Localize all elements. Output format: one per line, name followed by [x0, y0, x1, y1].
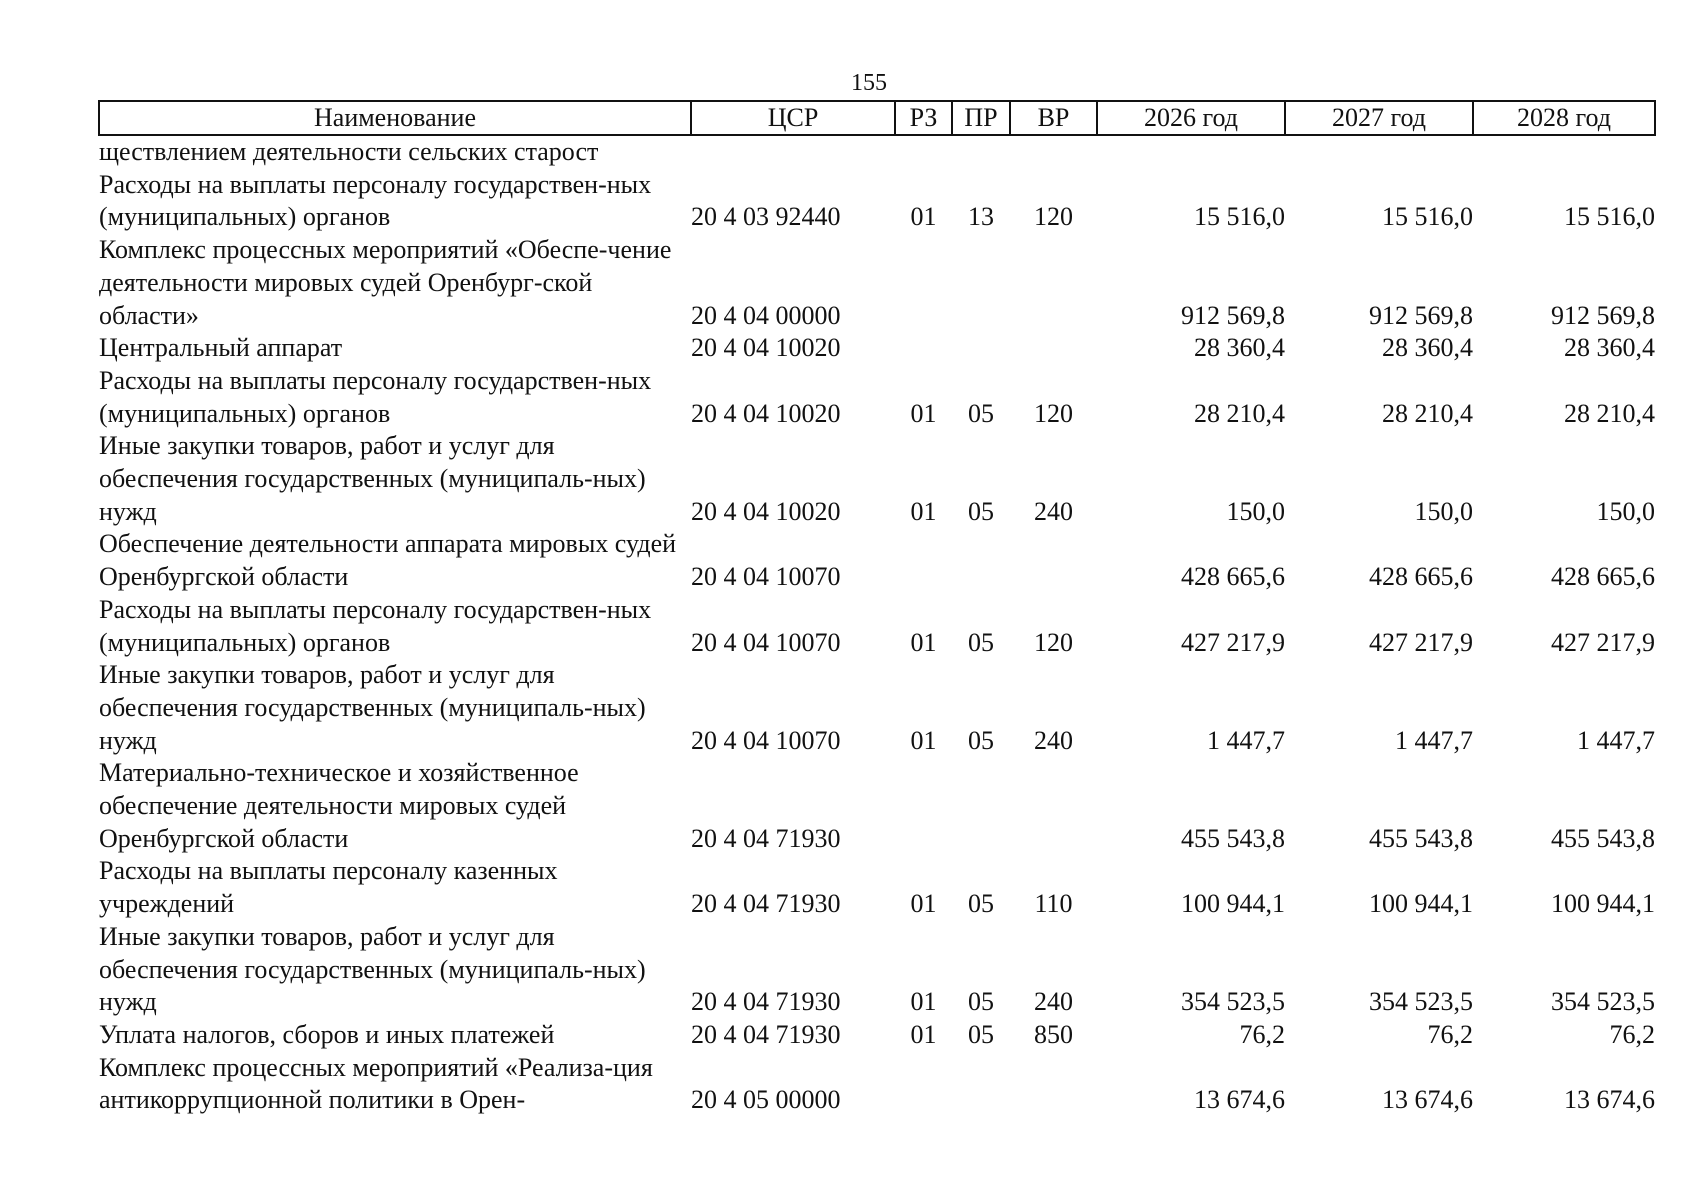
table-body: [99, 135, 1655, 1117]
cell-2027: [1285, 135, 1473, 169]
cell-csr: 20 4 04 10070: [691, 562, 841, 592]
table-row: [99, 1019, 1655, 1052]
cell-2028: [1473, 135, 1655, 169]
header-vr: ВР: [1010, 101, 1097, 135]
cell-name: Расходы на выплаты персоналу государствен-ных (муниципальных) органов: [99, 594, 652, 657]
header-2027: 2027 год: [1285, 101, 1473, 135]
cell-name: Комплекс процессных мероприятий «Реализа-ция антикоррупционной политики в Орен-: [99, 1052, 653, 1115]
cell-2027: 28 360,4: [1382, 333, 1473, 363]
cell-2028: 354 523,5: [1551, 987, 1655, 1017]
cell-name: Иные закупки товаров, работ и услуг для обеспечения государственных (муниципаль-ных) нужд: [99, 921, 646, 1017]
cell-2027: 28 210,4: [1382, 398, 1473, 428]
cell-pr: 05: [968, 725, 994, 755]
cell-name: Обеспечение деятельности аппарата мировых судей Оренбургской области: [99, 529, 677, 592]
cell-pr: [952, 135, 1010, 169]
cell-rz: 01: [910, 398, 937, 428]
cell-rz: [895, 757, 952, 855]
cell-csr: 20 4 03 92440: [691, 202, 841, 232]
table-row: [99, 757, 1655, 855]
table-row: [99, 855, 1655, 920]
cell-2026: 455 543,8: [1181, 823, 1285, 853]
cell-2028: 1 447,7: [1577, 725, 1655, 755]
cell-name: Расходы на выплаты персоналу государствен-ных (муниципальных) органов: [99, 169, 652, 232]
cell-pr: [952, 757, 1010, 855]
cell-2028: 427 217,9: [1551, 627, 1655, 657]
table-row: [99, 332, 1655, 365]
cell-csr: 20 4 04 10020: [691, 398, 841, 428]
cell-csr: 20 4 05 00000: [691, 1085, 841, 1115]
cell-2026: 100 944,1: [1181, 889, 1285, 919]
cell-2026: 28 360,4: [1194, 333, 1285, 363]
header-2026: 2026 год: [1097, 101, 1285, 135]
header-rz: РЗ: [895, 101, 952, 135]
table-row: [99, 135, 1655, 169]
cell-2026: 1 447,7: [1207, 725, 1285, 755]
table-row: [99, 921, 1655, 1019]
table-header: [99, 101, 1655, 135]
cell-name: Материально-техническое и хозяйственное обеспечение деятельности мировых судей Оренбургской области: [99, 758, 579, 853]
cell-pr: [952, 1052, 1010, 1117]
cell-vr: [1010, 757, 1097, 855]
cell-vr: [1010, 528, 1097, 593]
cell-2028: 28 360,4: [1564, 333, 1655, 363]
cell-pr: 05: [968, 627, 994, 657]
cell-2026: 13 674,6: [1194, 1085, 1285, 1115]
header-2028: 2028 год: [1473, 101, 1655, 135]
cell-2027: 455 543,8: [1369, 823, 1473, 853]
header-name: Наименование: [99, 101, 691, 135]
cell-vr: 110: [1034, 889, 1073, 919]
cell-2028: 76,2: [1609, 1019, 1655, 1049]
cell-2026: 912 569,8: [1181, 300, 1285, 330]
cell-2028: 150,0: [1596, 496, 1655, 526]
cell-csr: 20 4 04 10020: [691, 333, 841, 363]
cell-pr: 05: [968, 496, 994, 526]
cell-pr: [952, 528, 1010, 593]
cell-pr: 05: [968, 398, 994, 428]
cell-rz: [895, 528, 952, 593]
cell-2027: 354 523,5: [1369, 987, 1473, 1017]
cell-2026: 428 665,6: [1181, 562, 1285, 592]
cell-csr: 20 4 04 00000: [691, 300, 841, 330]
cell-2027: 150,0: [1414, 496, 1473, 526]
cell-rz: [895, 135, 952, 169]
table-row: [99, 1052, 1655, 1117]
cell-vr: 120: [1034, 627, 1073, 657]
cell-2026: 150,0: [1226, 496, 1285, 526]
cell-pr: [952, 332, 1010, 365]
table-row: [99, 659, 1655, 757]
cell-rz: [895, 332, 952, 365]
cell-csr: 20 4 04 71930: [691, 1019, 841, 1049]
table-row: [99, 528, 1655, 593]
table-row: [99, 169, 1655, 234]
table-row: [99, 430, 1655, 528]
cell-name: Иные закупки товаров, работ и услуг для обеспечения государственных (муниципаль-ных) нужд: [99, 660, 646, 755]
cell-2028: 912 569,8: [1551, 300, 1655, 330]
cell-csr: 20 4 04 10020: [691, 496, 841, 526]
cell-csr: [691, 135, 895, 169]
cell-2028: 100 944,1: [1551, 889, 1655, 919]
cell-2027: 1 447,7: [1395, 725, 1473, 755]
cell-2027: 427 217,9: [1369, 627, 1473, 657]
cell-name: Комплекс процессных мероприятий «Обеспе-чение деятельности мировых судей Оренбург-ской области»: [99, 235, 672, 330]
cell-vr: 120: [1034, 202, 1073, 232]
cell-pr: 05: [968, 1019, 994, 1049]
cell-csr: 20 4 04 10070: [691, 725, 841, 755]
cell-2028: 13 674,6: [1564, 1085, 1655, 1115]
cell-vr: [1010, 332, 1097, 365]
cell-pr: [952, 234, 1010, 332]
cell-2027: 15 516,0: [1382, 202, 1473, 232]
cell-name: Иные закупки товаров, работ и услуг для обеспечения государственных (муниципаль-ных) нужд: [99, 431, 646, 526]
cell-vr: 240: [1034, 496, 1073, 526]
cell-rz: 01: [910, 725, 937, 755]
header-csr: ЦСР: [691, 101, 895, 135]
page-number: 155: [851, 70, 887, 96]
table-row: [99, 234, 1655, 332]
cell-2026: [1097, 135, 1285, 169]
cell-csr: 20 4 04 71930: [691, 823, 841, 853]
cell-rz: [895, 234, 952, 332]
cell-2026: 76,2: [1239, 1019, 1285, 1049]
cell-pr: 13: [968, 202, 994, 232]
cell-2027: 13 674,6: [1382, 1085, 1473, 1115]
budget-table: [98, 100, 1656, 1117]
cell-csr: 20 4 04 71930: [691, 987, 841, 1017]
cell-2026: 354 523,5: [1181, 987, 1285, 1017]
cell-2027: 912 569,8: [1369, 300, 1473, 330]
cell-pr: 05: [968, 987, 994, 1017]
cell-2028: 455 543,8: [1551, 823, 1655, 853]
cell-name: Расходы на выплаты персоналу казенных учреждений: [99, 856, 558, 919]
header-pr: ПР: [952, 101, 1010, 135]
cell-2028: 15 516,0: [1564, 202, 1655, 232]
cell-vr: 850: [1034, 1019, 1073, 1049]
cell-2027: 76,2: [1427, 1019, 1473, 1049]
cell-rz: 01: [910, 202, 937, 232]
cell-name: Уплата налогов, сборов и иных платежей: [99, 1019, 555, 1049]
cell-vr: [1010, 135, 1097, 169]
cell-name: Центральный аппарат: [99, 333, 343, 363]
cell-vr: 120: [1034, 398, 1073, 428]
cell-2028: 428 665,6: [1551, 562, 1655, 592]
cell-vr: 240: [1034, 987, 1073, 1017]
cell-2028: 28 210,4: [1564, 398, 1655, 428]
cell-rz: 01: [910, 889, 937, 919]
cell-2026: 15 516,0: [1194, 202, 1285, 232]
cell-2026: 28 210,4: [1194, 398, 1285, 428]
cell-csr: 20 4 04 10070: [691, 627, 841, 657]
cell-rz: [895, 1052, 952, 1117]
cell-2026: 427 217,9: [1181, 627, 1285, 657]
cell-rz: 01: [910, 987, 937, 1017]
cell-vr: 240: [1034, 725, 1073, 755]
cell-2027: 428 665,6: [1369, 562, 1473, 592]
cell-vr: [1010, 1052, 1097, 1117]
cell-rz: 01: [910, 496, 937, 526]
header-row: [99, 101, 1655, 135]
cell-rz: 01: [910, 627, 937, 657]
cell-name: Расходы на выплаты персоналу государствен-ных (муниципальных) органов: [99, 365, 652, 428]
cell-2027: 100 944,1: [1369, 889, 1473, 919]
cell-csr: 20 4 04 71930: [691, 889, 841, 919]
cell-pr: 05: [968, 889, 994, 919]
table-row: [99, 594, 1655, 659]
cell-rz: 01: [910, 1019, 937, 1049]
cell-vr: [1010, 234, 1097, 332]
table-row: [99, 365, 1655, 430]
cell-name: ществлением деятельности сельских старост: [99, 137, 599, 166]
